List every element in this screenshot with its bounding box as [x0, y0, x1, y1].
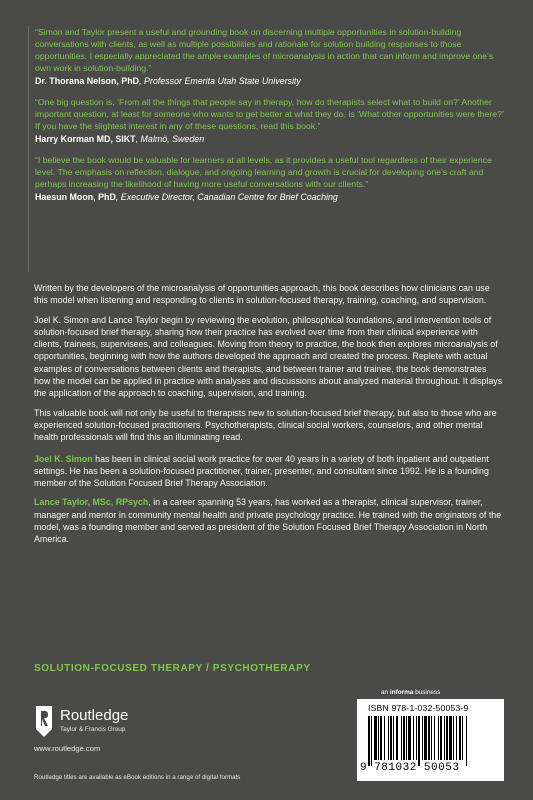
endorsement-2 — [35, 96, 506, 145]
isbn-number: ISBN 978-1-032-50053-9 — [368, 703, 469, 713]
author-bio-text: , in a career spanning 53 years, has worked as a therapist, clinical supervisor, trainer, manager and mentor in community mental health and private psychology practice. He trained with the originators of the model, was a founding member and served as president of the Solution Focused Brief Therapy Association in North America. — [34, 497, 502, 545]
endorsement-text: “Simon and Taylor present a useful and grounding book on discerning multiple opportunities in solution-building conversations with clients, as well as multiple possibilities and rationale for solution building responses to those opportunities. I especially appreciated the ample examples of microanalysis in action that can inform and improve one’s own work in solution-building.” — [35, 27, 494, 73]
endorsement-attribution — [35, 75, 506, 87]
description-paragraph: Written by the developers of the microanalysis of opportunities approach, this book describes how clinicians can use this model when listening and responding to clients in solution-focused therapy, training, coaching, and supervision. — [34, 283, 490, 306]
endorsement-text: “One big question is, ‘From all the things that people say in therapy, how do therapists select what to build on?’ Another important question, at least for someone who wants to get better at what they do, is ‘What other opportunities were there?’ If you have the slightest interest in any of these questions, read this book.” — [35, 97, 504, 131]
author-bio — [34, 496, 504, 545]
endorsement-attribution — [35, 133, 506, 145]
routledge-logo-icon — [34, 705, 54, 738]
author-bios — [34, 453, 504, 546]
endorsements — [28, 26, 506, 272]
description-paragraph: Joel K. Simon and Lance Taylor begin by reviewing the evolution, philosophical foundations, and intervention tools of solution-focused brief therapy, sharing how their practice has evolved over time from their clinical experience with clients, trainees, supervisees, and colleagues. Moving from theory to practice, the book then explores microanalysis of opportunities, beginning with how the authors developed the approach and created the process. Replete with actual examples of conversations between clients and therapists, and between trainer and trainee, the book demonstrates how the model can be applied in practice with analyses and discussions about analyzed material throughout. It displays the application of the approach to coaching, supervision, and training. — [34, 314, 503, 399]
endorser-role: , Professor Emerita Utah State University — [139, 76, 301, 86]
endorsement-3 — [35, 154, 506, 203]
publisher-block — [34, 705, 214, 755]
informa-tagline — [381, 689, 440, 696]
informa-brand: informa — [389, 689, 414, 696]
author-bio — [34, 453, 504, 490]
author-name: Joel K. Simon — [34, 453, 93, 464]
endorser-role: , Malmö, Sweden — [135, 134, 205, 144]
barcode-icon — [368, 716, 496, 768]
informa-suffix: business — [413, 689, 441, 696]
endorser-name: Haesun Moon, PhD — [35, 192, 116, 202]
publisher-name: Routledge — [60, 707, 129, 724]
informa-prefix: an — [381, 689, 390, 696]
ebook-availability-note: Routledge titles are available as eBook editions in a range of digital formats — [34, 774, 241, 781]
author-bio-text: has been in clinical social work practice for over 40 years in a variety of both inpatient and outpatient settings. He has been a solution-focused practitioner, trainer, presenter, and consultant since 1992. He is a founding member of the Solution Focused Brief Therapy Association. — [34, 453, 489, 489]
endorsement-text: “I believe the book would be valuable for learners at all levels, as it provides a useful tool regardless of their experience level. The emphasis on reflection, dialogue, and ongoing learning and growth is crucial for developing one’s craft and perhaps increasing the likelihood of having more useful conversations with our clients.” — [35, 155, 492, 189]
endorsement-attribution — [35, 191, 506, 203]
publisher-url[interactable]: www.routledge.com — [34, 744, 101, 753]
endorsement-1 — [35, 26, 506, 87]
book-description — [34, 282, 504, 553]
subject-category: SOLUTION-FOCUSED THERAPY / PSYCHOTHERAPY — [34, 663, 311, 674]
publisher-group: Taylor & Francis Group — [60, 726, 126, 733]
author-name: Lance Taylor, MSc, RPsych — [34, 497, 149, 508]
barcode-digits: 9 781032 50053 — [360, 762, 460, 774]
barcode-panel — [357, 699, 504, 781]
description-paragraph: This valuable book will not only be useful to therapists new to solution-focused brief therapy, but also to those who are experienced solution-focused practitioners. Psychotherapists, clinical social workers, counselors, and other mental health professionals will find this an illuminating read. — [34, 407, 497, 443]
endorser-name: Dr. Thorana Nelson, PhD — [35, 76, 140, 86]
endorser-name: Harry Korman MD, SIKT — [35, 134, 136, 144]
endorser-role: , Executive Director, Canadian Centre for Brief Coaching — [115, 192, 338, 202]
